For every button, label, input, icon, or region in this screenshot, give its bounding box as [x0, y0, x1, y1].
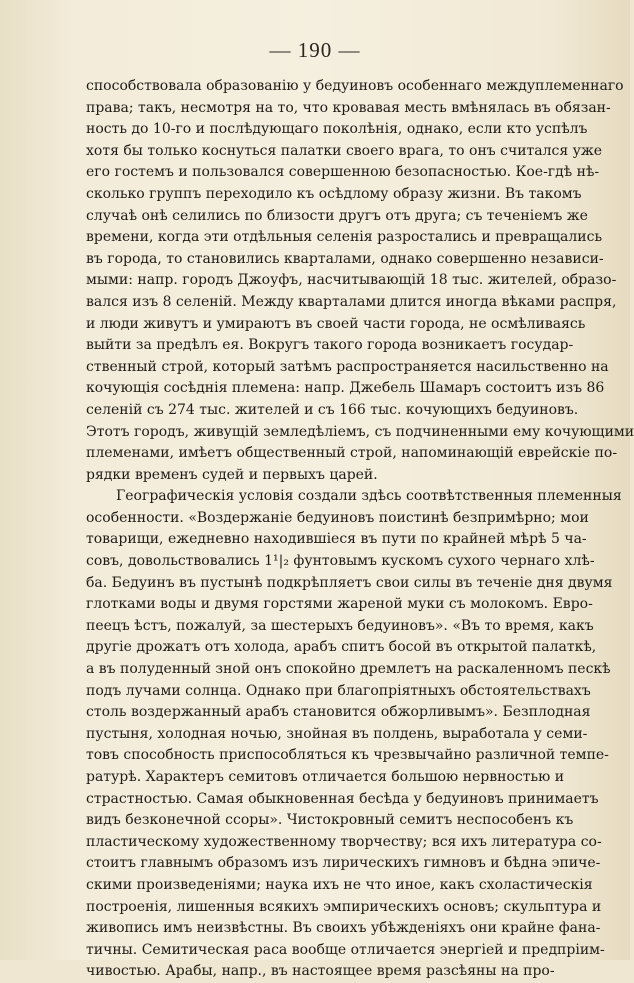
text-line: и люди живутъ и умираютъ въ своей части города, не осмѣливаясь: [86, 315, 586, 332]
text-line: видъ безконечной ссоры». Чистокровный семитъ неспособенъ къ: [86, 812, 574, 829]
text-line: пустыня, холодная ночью, знойная въ полдень, выработала у семи-: [86, 725, 588, 742]
text-line: ственный строй, который затѣмъ распространяется насильственно на: [86, 358, 609, 375]
text-line: столь воздержанный арабъ становится обжорливымъ». Безплодная: [86, 704, 591, 721]
text-line: а въ полуденный зной онъ спокойно дремлетъ на раскаленномъ пескѣ: [86, 661, 611, 678]
text-line: права; такъ, несмотря на то, что кровавая месть вмѣнялась въ обязан-: [86, 99, 611, 116]
text-line: скими произведеніями; наука ихъ не что иное, какъ схоластическія: [86, 876, 593, 893]
text-line: чивостью. Арабы, напр., въ настоящее время разсѣяны на про-: [86, 963, 555, 980]
text-line: построенія, лишенныя всякихъ эмпирическихъ основъ; скульптура и: [86, 898, 602, 915]
text-line: особенности. «Воздержаніе бедуиновъ поистинѣ безпримѣрно; мои: [86, 509, 589, 526]
text-line: Этотъ городъ, живущій земледѣліемъ, съ подчиненными ему кочующими: [86, 423, 634, 440]
text-line: кочующія сосѣднія племена: напр. Джебель Шамаръ состоитъ изъ 86: [86, 380, 605, 397]
text-line: подъ лучами солнца. Однако при благопріятныхъ обстоятельствахъ: [86, 682, 591, 699]
text-line: Географическія условія создали здѣсь соотвѣтственныя племенныя: [116, 488, 622, 505]
text-line: сколько группъ переходило къ осѣдлому образу жизни. Въ такомъ: [86, 185, 582, 202]
body-text: [86, 76, 634, 983]
text-line: товъ способность приспособляться къ чрезвычайно различной темпе-: [86, 747, 609, 764]
text-line: времени, когда эти отдѣльныя селенія разростались и превращались: [86, 229, 603, 246]
text-line: вался изъ 8 селеній. Между кварталами длится иногда вѣками распря,: [86, 293, 617, 310]
text-line: живопись имъ неизвѣстны. Въ своихъ убѣжденіяхъ они крайне фана-: [86, 920, 601, 937]
text-line: племенами, имѣетъ общественный строй, напоминающій еврейскіе по-: [86, 445, 618, 462]
text-line: селеній съ 274 тыс. жителей и съ 166 тыс. кочующихъ бедуиновъ.: [86, 401, 579, 418]
text-line: стоитъ главнымъ образомъ изъ лирическихъ гимновъ и бѣдна эпиче-: [86, 855, 601, 872]
text-line: глотками воды и двумя горстями жареной муки съ молокомъ. Евро-: [86, 596, 593, 613]
text-line: страстностью. Самая обыкновенная бесѣда у бедуиновъ принимаетъ: [86, 790, 599, 807]
text-line: хотя бы только коснуться палатки своего врага, то онъ считался уже: [86, 142, 603, 159]
text-line: въ города, то становились кварталами, однако совершенно независи-: [86, 250, 604, 267]
text-line: пластическому художественному творчеству; вся ихъ литература со-: [86, 833, 602, 850]
text-line: мыми: напр. городъ Джоуфъ, насчитывающій 18 тыс. жителей, образо-: [86, 272, 617, 289]
text-line: случаѣ онѣ селились по близости другъ отъ друга; съ теченіемъ же: [86, 207, 588, 224]
text-line: совъ, довольствовались 1¹|₂ фунтовымъ кускомъ сухого чернаго хлѣ-: [86, 553, 595, 570]
text-line: ность до 10-го и послѣдующаго поколѣнія, однако, если кто успѣлъ: [86, 121, 588, 138]
text-line: рядки временъ судей и первыхъ царей.: [86, 466, 378, 483]
paragraph-1: [86, 76, 634, 486]
text-line: способствовала образованію у бедуиновъ особеннаго междуплеменнаго: [86, 78, 624, 94]
text-line: тичны. Семитическая раса вообще отличается энергіей и предпріим-: [86, 941, 605, 958]
text-line: выйти за предѣлъ ея. Вокругъ такого города возникаетъ государ-: [86, 337, 574, 354]
text-line: товарищи, ежедневно находившіеся въ пути по крайней мѣрѣ 5 ча-: [86, 531, 587, 548]
text-line: ба. Бедуинъ въ пустынѣ подкрѣпляетъ свои силы въ теченіе дня двумя: [86, 574, 613, 591]
text-line: его гостемъ и пользовался совершенною безопасностью. Кое-гдѣ нѣ-: [86, 164, 600, 181]
text-line: ратурѣ. Характеръ семитовъ отличается большою нервностью и: [86, 769, 565, 785]
text-line: другіе дрожатъ отъ холода, арабъ спитъ босой въ открытой палаткѣ,: [86, 639, 597, 656]
paragraph-2: [86, 486, 622, 983]
page-number: — 190 —: [269, 38, 361, 62]
text-line: пеецъ ѣстъ, пожалуй, за шестерыхъ бедуиновъ». «Въ то время, какъ: [86, 617, 594, 634]
